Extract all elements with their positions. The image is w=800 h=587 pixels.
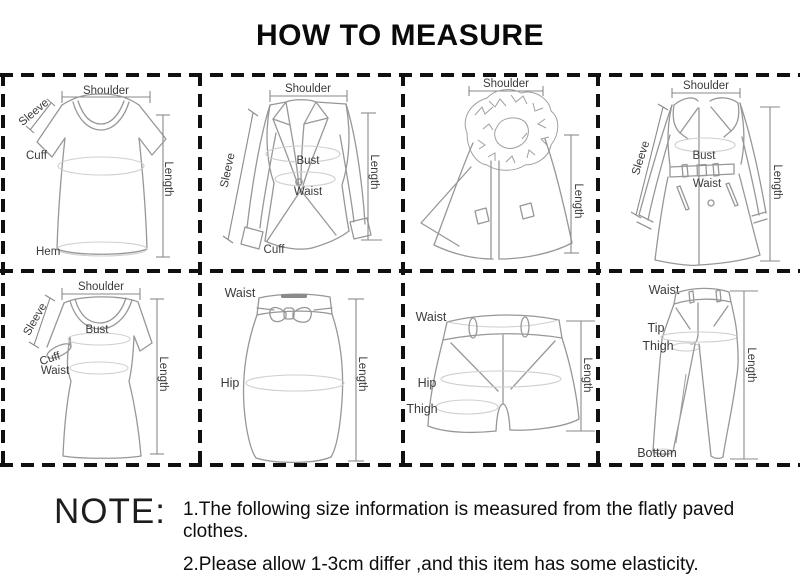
label-hip: Hip	[220, 376, 240, 390]
page-title: HOW TO MEASURE	[255, 19, 545, 52]
label-length: Length	[356, 356, 368, 392]
label-shoulder: Shoulder	[77, 281, 125, 293]
label-hip: Hip	[417, 376, 437, 390]
label-waist: Waist	[40, 365, 70, 377]
note-line-2: 2.Please allow 1-3cm differ ,and this item has some elasticity.	[182, 554, 699, 575]
note-lines	[183, 494, 800, 587]
pants-illustration	[598, 271, 800, 463]
trench-coat-illustration	[598, 75, 800, 269]
label-length: Length	[745, 347, 757, 383]
cell-fur-coat	[403, 75, 598, 269]
note-line-1: 1.The following size information is measured from the flatly paved clothes.	[182, 499, 735, 542]
label-waist: Waist	[648, 283, 680, 297]
cell-blazer	[200, 75, 403, 269]
cell-dress	[0, 271, 200, 463]
label-sleeve: Sleeve	[218, 151, 238, 189]
label-waist: Waist	[293, 186, 323, 198]
label-bust: Bust	[692, 150, 716, 162]
cell-skirt	[200, 271, 403, 463]
label-shoulder: Shoulder	[682, 80, 730, 92]
fur-coat-illustration	[403, 75, 598, 269]
label-waist: Waist	[415, 310, 447, 324]
dress-illustration	[0, 271, 200, 463]
grid-line-bottom	[0, 463, 800, 467]
label-length: Length	[771, 164, 783, 200]
label-shoulder: Shoulder	[82, 85, 130, 97]
label-length: Length	[572, 183, 584, 219]
label-bust: Bust	[85, 324, 109, 336]
label-hem: Hem	[36, 246, 61, 258]
t-shirt-illustration	[0, 75, 200, 269]
cell-trench-coat	[598, 75, 800, 269]
label-cuff: Cuff	[38, 350, 62, 369]
cell-t-shirt	[0, 75, 200, 269]
cell-shorts	[403, 271, 598, 463]
label-thigh: Thigh	[406, 402, 438, 416]
note-label: NOTE:	[54, 492, 166, 531]
label-length: Length	[162, 161, 174, 197]
label-bust: Bust	[296, 155, 320, 167]
blazer-illustration	[200, 75, 403, 269]
label-shoulder: Shoulder	[482, 78, 530, 90]
label-thigh: Thigh	[642, 339, 674, 353]
label-length: Length	[157, 356, 169, 392]
label-shoulder: Shoulder	[284, 83, 332, 95]
label-bottom: Bottom	[637, 446, 677, 460]
shorts-illustration	[403, 271, 598, 463]
label-tip: Tip	[647, 321, 665, 335]
label-cuff: Cuff	[263, 244, 285, 256]
label-length: Length	[581, 357, 593, 393]
label-length: Length	[368, 154, 380, 190]
label-sleeve: Sleeve	[21, 301, 50, 338]
note-section	[54, 494, 800, 587]
cell-pants	[598, 271, 800, 463]
label-sleeve: Sleeve	[16, 96, 52, 129]
label-waist: Waist	[224, 286, 256, 300]
label-waist: Waist	[692, 178, 722, 190]
label-cuff: Cuff	[26, 150, 47, 162]
label-sleeve: Sleeve	[630, 139, 653, 177]
skirt-illustration	[200, 271, 403, 463]
